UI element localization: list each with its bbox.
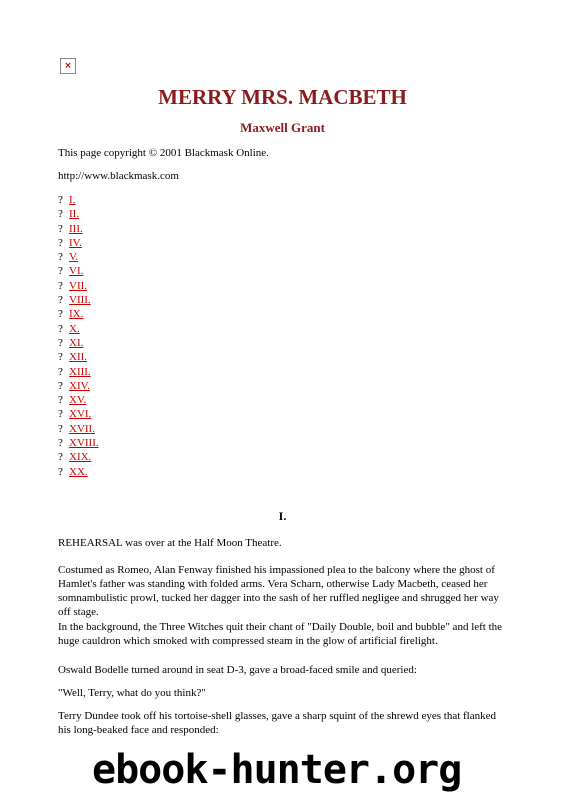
toc-bullet: ?: [58, 437, 63, 450]
toc-link[interactable]: XI.: [69, 336, 84, 349]
toc-bullet: ?: [58, 465, 63, 478]
toc-bullet: ?: [58, 322, 63, 335]
toc-item: [58, 307, 99, 321]
toc-bullet: ?: [58, 451, 63, 464]
toc-link[interactable]: XII.: [69, 351, 88, 364]
toc-link[interactable]: VII.: [69, 279, 88, 292]
chapter-heading: I.: [278, 509, 287, 523]
toc-link[interactable]: XIX.: [69, 451, 92, 464]
toc-bullet: ?: [58, 236, 63, 249]
toc-link[interactable]: XVII.: [69, 422, 95, 435]
toc-item: [58, 350, 99, 364]
table-of-contents: [58, 193, 99, 479]
toc-item: [58, 264, 99, 278]
toc-bullet: ?: [58, 336, 63, 349]
toc-link[interactable]: V.: [69, 251, 79, 264]
toc-bullet: ?: [58, 265, 63, 278]
toc-item: [58, 379, 99, 393]
toc-link[interactable]: XIII.: [69, 365, 91, 378]
toc-item: [58, 407, 99, 421]
paragraph: "Well, Terry, what do you think?": [58, 687, 206, 699]
toc-bullet: ?: [58, 251, 63, 264]
toc-item: [58, 222, 99, 236]
toc-link[interactable]: IV.: [69, 236, 82, 249]
toc-link[interactable]: VI.: [69, 265, 84, 278]
toc-link[interactable]: X.: [69, 322, 80, 335]
toc-link[interactable]: XX.: [69, 465, 88, 478]
paragraph: Oswald Bodelle turned around in seat D-3, gave a broad-faced smile and queried:: [58, 664, 417, 676]
toc-item: [58, 336, 99, 350]
toc-item: [58, 279, 99, 293]
toc-bullet: ?: [58, 351, 63, 364]
paragraph: Costumed as Romeo, Alan Fenway finished his impassioned plea to the balcony where the ghost of Hamlet's father was standing with folded arms. Vera Scharn, otherwise Lady Macbeth, ceased her somnambulistic prowl, tucked her dagger into the sash of her ruffled negligee and shrugged her way off stage.: [58, 564, 499, 618]
toc-item: [58, 236, 99, 250]
toc-item: [58, 393, 99, 407]
toc-link[interactable]: III.: [69, 222, 83, 235]
toc-bullet: ?: [58, 422, 63, 435]
toc-link[interactable]: XV.: [69, 394, 87, 407]
toc-bullet: ?: [58, 294, 63, 307]
toc-item: [58, 436, 99, 450]
toc-link[interactable]: IX.: [69, 308, 84, 321]
book-title: MERRY MRS. MACBETH: [158, 85, 407, 109]
paragraph: Terry Dundee took off his tortoise-shell glasses, gave a sharp squint of the shrewd eyes that flanked his long-beaked face and responded:: [58, 710, 496, 736]
toc-link[interactable]: XVI.: [69, 408, 92, 421]
toc-link[interactable]: II.: [69, 208, 80, 221]
book-author: Maxwell Grant: [240, 120, 325, 135]
toc-item: [58, 250, 99, 264]
toc-bullet: ?: [58, 394, 63, 407]
toc-item: [58, 193, 99, 207]
toc-bullet: ?: [58, 408, 63, 421]
paragraph: REHEARSAL was over at the Half Moon Theatre.: [58, 537, 282, 549]
toc-item: [58, 365, 99, 379]
toc-bullet: ?: [58, 308, 63, 321]
toc-bullet: ?: [58, 208, 63, 221]
broken-image-icon: ×: [60, 58, 76, 74]
paragraph: In the background, the Three Witches quit their chant of "Daily Double, boil and bubble" and left the huge cauldron which smoked with compressed steam in the glow of artificial firelight.: [58, 621, 503, 647]
toc-item: [58, 450, 99, 464]
toc-link[interactable]: VIII.: [69, 294, 91, 307]
toc-bullet: ?: [58, 365, 63, 378]
toc-item: [58, 422, 99, 436]
toc-item: [58, 293, 99, 307]
toc-item: [58, 322, 99, 336]
toc-item: [58, 465, 99, 479]
copyright-notice: This page copyright © 2001 Blackmask Online.: [58, 147, 269, 159]
toc-bullet: ?: [58, 379, 63, 392]
toc-bullet: ?: [58, 222, 63, 235]
toc-bullet: ?: [58, 279, 63, 292]
watermark-text: ebook-hunter.org: [92, 747, 462, 793]
toc-bullet: ?: [58, 194, 63, 206]
toc-link[interactable]: XIV.: [69, 379, 90, 392]
source-url: http://www.blackmask.com: [58, 170, 179, 182]
toc-item: [58, 207, 99, 221]
toc-link[interactable]: I.: [69, 194, 76, 206]
toc-link[interactable]: XVIII.: [69, 437, 99, 450]
